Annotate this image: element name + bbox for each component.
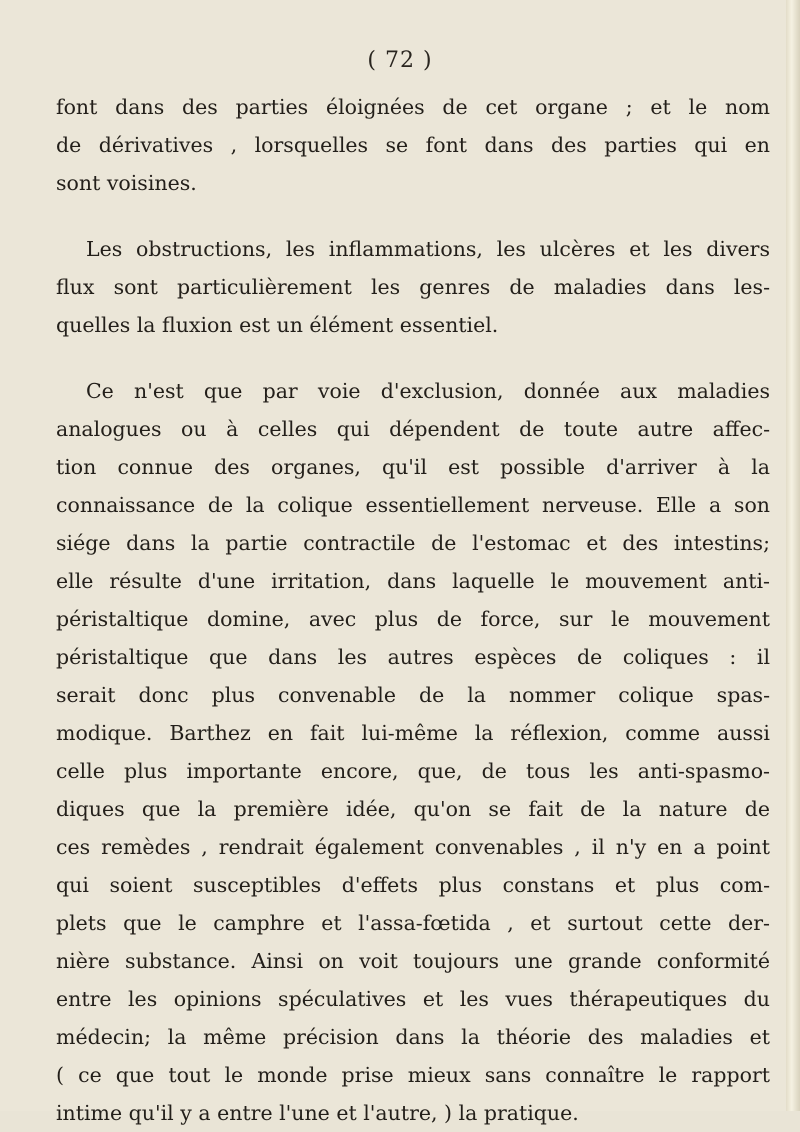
text-line: serait donc plus convenable de la nommer colique spas- xyxy=(56,683,770,707)
text-line: diques que la première idée, qu'on se fait de la nature de xyxy=(56,797,770,821)
text-line: péristaltique domine, avec plus de force, sur le mouvement xyxy=(56,607,770,631)
text-line: tion connue des organes, qu'il est possible d'arriver à la xyxy=(56,455,770,479)
text-line: qui soient susceptibles d'effets plus constans et plus com- xyxy=(56,873,770,897)
paragraph-2 xyxy=(56,230,770,344)
text-line: connaissance de la colique essentiellement nerveuse. Elle a son xyxy=(56,493,770,517)
text-line: Ce n'est que par voie d'exclusion, donnée aux maladies xyxy=(86,379,770,403)
paragraph-1 xyxy=(56,88,770,202)
paragraph-3 xyxy=(56,372,770,1132)
text-line: intime qu'il y a entre l'une et l'autre, ) la pratique. xyxy=(56,1101,579,1125)
text-line: modique. Barthez en fait lui-même la réflexion, comme aussi xyxy=(56,721,770,745)
text-line: nière substance. Ainsi on voit toujours une grande conformité xyxy=(56,949,770,973)
text-line: analogues ou à celles qui dépendent de toute autre affec- xyxy=(56,417,770,441)
text-line: péristaltique que dans les autres espèces de coliques : il xyxy=(56,645,770,669)
text-line: médecin; la même précision dans la théorie des maladies et xyxy=(56,1025,770,1049)
text-line: sont voisines. xyxy=(56,171,197,195)
text-line: ( ce que tout le monde prise mieux sans connaître le rapport xyxy=(56,1063,770,1087)
text-line: quelles la fluxion est un élément essentiel. xyxy=(56,313,499,337)
text-line: plets que le camphre et l'assa-fœtida , et surtout cette der- xyxy=(56,911,770,935)
text-line: de dérivatives , lorsquelles se font dans des parties qui en xyxy=(56,133,770,157)
text-line: ces remèdes , rendrait également convenables , il n'y en a point xyxy=(56,835,770,859)
text-line: siége dans la partie contractile de l'estomac et des intestins; xyxy=(56,531,770,555)
text-line: flux sont particulièrement les genres de maladies dans les- xyxy=(56,275,770,299)
text-line: elle résulte d'une irritation, dans laquelle le mouvement anti- xyxy=(56,569,770,593)
text-line: entre les opinions spéculatives et les vues thérapeutiques du xyxy=(56,987,770,1011)
text-line: font dans des parties éloignées de cet organe ; et le nom xyxy=(56,95,770,119)
page-number: ( 72 ) xyxy=(367,48,433,73)
text-line: celle plus importante encore, que, de tous les anti-spasmo- xyxy=(56,759,770,783)
body-text xyxy=(56,88,770,1132)
text-line: Les obstructions, les inflammations, les ulcères et les divers xyxy=(86,237,770,261)
page-edge xyxy=(786,0,800,1111)
